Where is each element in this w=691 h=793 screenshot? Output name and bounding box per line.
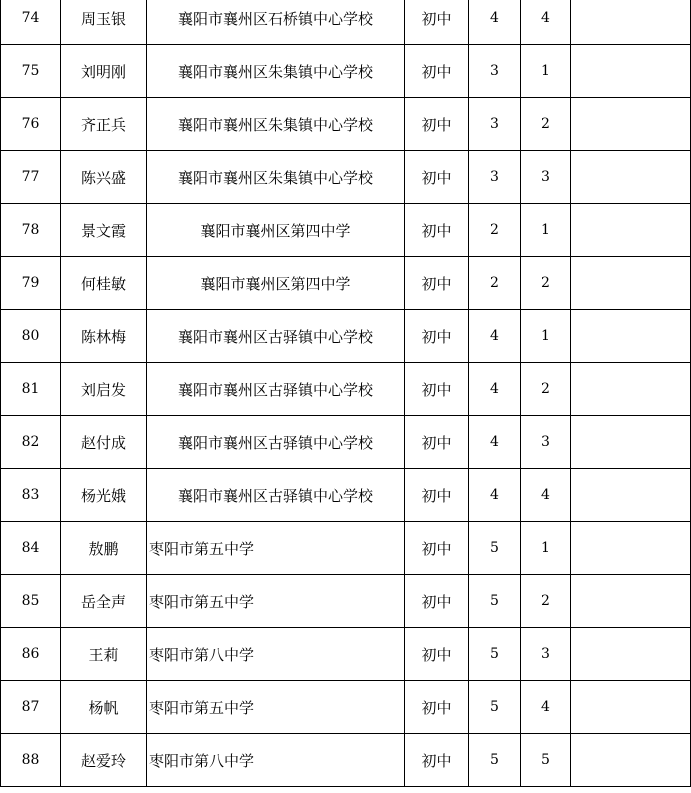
- group-number-cell: 5: [469, 522, 521, 575]
- group-number-cell: 4: [469, 310, 521, 363]
- blank-cell: [571, 734, 691, 787]
- row-number-cell: 82: [1, 416, 61, 469]
- order-number-cell: 1: [521, 45, 571, 98]
- order-number-cell: 3: [521, 151, 571, 204]
- blank-cell: [571, 628, 691, 681]
- school-level-cell: 初中: [405, 98, 469, 151]
- order-number-cell: 4: [521, 0, 571, 45]
- school-name-cell: 枣阳市第五中学: [147, 681, 405, 734]
- group-number-cell: 5: [469, 628, 521, 681]
- table-row: [1, 575, 691, 628]
- teacher-name-cell: 岳全声: [61, 575, 147, 628]
- order-number-cell: 3: [521, 628, 571, 681]
- teacher-name-cell: 赵付成: [61, 416, 147, 469]
- row-number-cell: 87: [1, 681, 61, 734]
- school-level-cell: 初中: [405, 0, 469, 45]
- row-number-cell: 77: [1, 151, 61, 204]
- row-number-cell: 84: [1, 522, 61, 575]
- order-number-cell: 5: [521, 734, 571, 787]
- teacher-name-cell: 何桂敏: [61, 257, 147, 310]
- order-number-cell: 1: [521, 522, 571, 575]
- blank-cell: [571, 0, 691, 45]
- table-row: [1, 310, 691, 363]
- school-name-cell: 襄阳市襄州区古驿镇中心学校: [147, 469, 405, 522]
- table-row: [1, 681, 691, 734]
- row-number-cell: 80: [1, 310, 61, 363]
- group-number-cell: 2: [469, 257, 521, 310]
- teacher-name-cell: 景文霞: [61, 204, 147, 257]
- table-row: [1, 0, 691, 45]
- row-number-cell: 78: [1, 204, 61, 257]
- blank-cell: [571, 681, 691, 734]
- group-number-cell: 5: [469, 734, 521, 787]
- order-number-cell: 1: [521, 204, 571, 257]
- school-name-cell: 襄阳市襄州区古驿镇中心学校: [147, 310, 405, 363]
- school-name-cell: 枣阳市第五中学: [147, 522, 405, 575]
- school-name-cell: 襄阳市襄州区朱集镇中心学校: [147, 45, 405, 98]
- table-row: [1, 469, 691, 522]
- school-level-cell: 初中: [405, 204, 469, 257]
- table-row: [1, 98, 691, 151]
- school-level-cell: 初中: [405, 734, 469, 787]
- row-number-cell: 75: [1, 45, 61, 98]
- school-level-cell: 初中: [405, 681, 469, 734]
- table-row: [1, 416, 691, 469]
- group-number-cell: 5: [469, 681, 521, 734]
- table-row: [1, 734, 691, 787]
- table-row: [1, 204, 691, 257]
- teacher-name-cell: 陈兴盛: [61, 151, 147, 204]
- order-number-cell: 1: [521, 310, 571, 363]
- school-level-cell: 初中: [405, 416, 469, 469]
- blank-cell: [571, 98, 691, 151]
- teacher-name-cell: 杨光娥: [61, 469, 147, 522]
- teacher-name-cell: 刘明刚: [61, 45, 147, 98]
- school-name-cell: 襄阳市襄州区朱集镇中心学校: [147, 151, 405, 204]
- group-number-cell: 4: [469, 0, 521, 45]
- school-name-cell: 枣阳市第八中学: [147, 734, 405, 787]
- school-level-cell: 初中: [405, 575, 469, 628]
- order-number-cell: 2: [521, 257, 571, 310]
- school-name-cell: 襄阳市襄州区石桥镇中心学校: [147, 0, 405, 45]
- school-level-cell: 初中: [405, 469, 469, 522]
- row-number-cell: 76: [1, 98, 61, 151]
- school-level-cell: 初中: [405, 363, 469, 416]
- school-name-cell: 襄阳市襄州区古驿镇中心学校: [147, 416, 405, 469]
- school-level-cell: 初中: [405, 522, 469, 575]
- school-name-cell: 枣阳市第五中学: [147, 575, 405, 628]
- order-number-cell: 2: [521, 363, 571, 416]
- table-row: [1, 257, 691, 310]
- group-number-cell: 4: [469, 416, 521, 469]
- teacher-name-cell: 周玉银: [61, 0, 147, 45]
- group-number-cell: 2: [469, 204, 521, 257]
- group-number-cell: 3: [469, 45, 521, 98]
- school-name-cell: 襄阳市襄州区第四中学: [147, 257, 405, 310]
- blank-cell: [571, 575, 691, 628]
- teacher-name-cell: 齐正兵: [61, 98, 147, 151]
- order-number-cell: 4: [521, 469, 571, 522]
- blank-cell: [571, 416, 691, 469]
- teacher-name-cell: 陈林梅: [61, 310, 147, 363]
- school-name-cell: 襄阳市襄州区朱集镇中心学校: [147, 98, 405, 151]
- school-level-cell: 初中: [405, 628, 469, 681]
- row-number-cell: 88: [1, 734, 61, 787]
- school-level-cell: 初中: [405, 257, 469, 310]
- teacher-name-cell: 杨帆: [61, 681, 147, 734]
- group-number-cell: 3: [469, 151, 521, 204]
- blank-cell: [571, 469, 691, 522]
- group-number-cell: 4: [469, 469, 521, 522]
- teacher-name-cell: 王莉: [61, 628, 147, 681]
- teacher-name-cell: 敖鹏: [61, 522, 147, 575]
- blank-cell: [571, 257, 691, 310]
- table-row: [1, 522, 691, 575]
- order-number-cell: 2: [521, 575, 571, 628]
- school-level-cell: 初中: [405, 151, 469, 204]
- row-number-cell: 81: [1, 363, 61, 416]
- blank-cell: [571, 204, 691, 257]
- school-name-cell: 襄阳市襄州区古驿镇中心学校: [147, 363, 405, 416]
- table-row: [1, 151, 691, 204]
- blank-cell: [571, 45, 691, 98]
- table-row: [1, 363, 691, 416]
- table-row: [1, 628, 691, 681]
- group-number-cell: 4: [469, 363, 521, 416]
- school-name-cell: 枣阳市第八中学: [147, 628, 405, 681]
- row-number-cell: 79: [1, 257, 61, 310]
- blank-cell: [571, 363, 691, 416]
- row-number-cell: 85: [1, 575, 61, 628]
- table-row: [1, 45, 691, 98]
- teacher-name-cell: 刘启发: [61, 363, 147, 416]
- row-number-cell: 83: [1, 469, 61, 522]
- teacher-name-cell: 赵爱玲: [61, 734, 147, 787]
- group-number-cell: 3: [469, 98, 521, 151]
- school-name-cell: 襄阳市襄州区第四中学: [147, 204, 405, 257]
- school-level-cell: 初中: [405, 45, 469, 98]
- order-number-cell: 3: [521, 416, 571, 469]
- blank-cell: [571, 310, 691, 363]
- school-level-cell: 初中: [405, 310, 469, 363]
- blank-cell: [571, 151, 691, 204]
- group-number-cell: 5: [469, 575, 521, 628]
- order-number-cell: 4: [521, 681, 571, 734]
- row-number-cell: 86: [1, 628, 61, 681]
- blank-cell: [571, 522, 691, 575]
- row-number-cell: 74: [1, 0, 61, 45]
- roster-table-body: [1, 0, 691, 787]
- order-number-cell: 2: [521, 98, 571, 151]
